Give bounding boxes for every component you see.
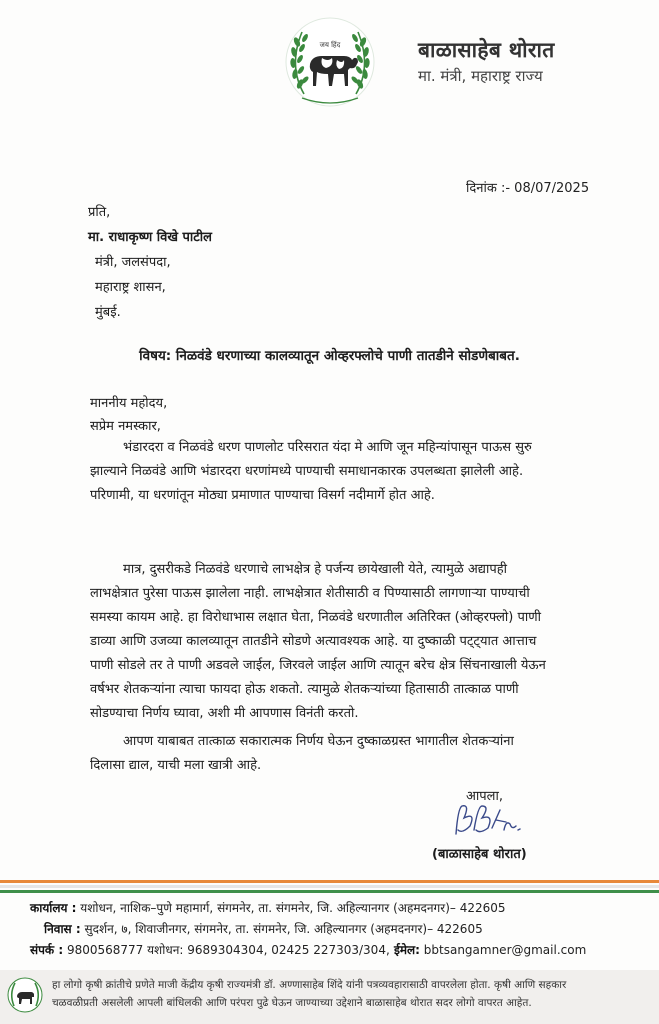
paragraph-3 bbox=[90, 730, 612, 778]
contact-label: संपर्क : bbox=[30, 943, 64, 957]
text-line: आपण याबाबत तात्काळ सकारात्मक निर्णय घेऊन दुष्काळग्रस्त भागातील शेतकऱ्यांना bbox=[90, 734, 514, 749]
text-line: दिलासा द्याल, याची मला खात्री आहे. bbox=[90, 758, 262, 773]
paragraph-2-tail bbox=[90, 678, 612, 726]
text-line: परिणामी, या धरणांतून मोठ्या प्रमाणात पाण्याचा विसर्ग नदीमार्गे होत आहे. bbox=[90, 488, 435, 503]
address-line: मुंबई. bbox=[95, 305, 121, 320]
signer-name: (बाळासाहेब थोरात) bbox=[432, 847, 527, 862]
recipient-address bbox=[88, 200, 212, 325]
small-logo-icon bbox=[6, 976, 44, 1014]
handwritten-signature bbox=[448, 800, 528, 842]
paragraph-2 bbox=[90, 558, 612, 678]
text-line: भंडारदरा व निळवंडे धरण पाणलोट परिसरात यंदा मे आणि जून महिन्यांपासून पाऊस सुरु bbox=[90, 440, 532, 455]
letter-subject: विषय: निळवंडे धरणाच्या कालव्यातून ओव्हरफ्लोचे पाणी तातडीने सोडणेबाबत. bbox=[139, 348, 520, 364]
note-line: चळवळीप्रती असलेली आपली बांधिलकी आणि परंपरा पुढे घेऊन जाण्याच्या उद्देशाने बाळासाहेब थोरात सदर लोगो वापरत आहेत. bbox=[52, 997, 532, 1009]
office-line bbox=[30, 898, 586, 919]
recipient-name: मा. राधाकृष्ण विखे पाटील bbox=[88, 230, 212, 245]
office-address: यशोधन, नाशिक–पुणे महामार्ग, संगमनेर, ता. संगमनेर, जि. अहिल्यानगर (अहमदनगर)– 422605 bbox=[76, 901, 506, 915]
text-line: वर्षभर शेतकऱ्यांना त्याचा फायदा होऊ शकतो. त्यामुळे शेतकऱ्यांच्या हितासाठी तात्काळ पाणी bbox=[90, 682, 519, 697]
salutation: माननीय महोदय, bbox=[90, 396, 168, 411]
office-label: कार्यालय : bbox=[30, 901, 77, 915]
cow-wheat-logo bbox=[282, 14, 378, 110]
stripe-green bbox=[0, 890, 659, 893]
stripe-orange bbox=[0, 880, 659, 883]
residence-line bbox=[30, 919, 586, 940]
contact-line bbox=[30, 940, 586, 961]
note-line: हा लोगो कृषी क्रांतीचे प्रणेते माजी केंद्रीय कृषी राज्यमंत्री डॉ. अण्णासाहेब शिंदे यांनी पत्रव्यवहारासाठी वापरलेला होता. कृषी आणि सहकार bbox=[52, 979, 567, 991]
greeting: सप्रेम नमस्कार, bbox=[90, 419, 161, 434]
closing: आपला, bbox=[466, 789, 503, 804]
salutation-block bbox=[90, 392, 167, 438]
logo-note bbox=[52, 976, 566, 1012]
sender-name: बाळासाहेब थोरात bbox=[418, 38, 555, 62]
text-line: पाणी सोडले तर ते पाणी अडवले जाईल, जिरवले जाईल आणि त्यातून बरेच क्षेत्र सिंचनाखाली येऊन bbox=[90, 658, 546, 673]
paragraph-1 bbox=[90, 436, 612, 508]
address-line: महाराष्ट्र शासन, bbox=[95, 280, 166, 295]
text-line: लाभक्षेत्रात पुरेसा पाऊस झालेला नाही. लाभक्षेत्रात शेतीसाठी व पिण्यासाठी लागणाऱ्या पाण्याची bbox=[90, 586, 530, 601]
text-line: समस्या कायम आहे. हा विरोधाभास लक्षात घेता, निळवंडे धरणातील अतिरिक्त (ओव्हरफ्लो) पाणी bbox=[90, 610, 542, 625]
logo-motto: जय हिंद bbox=[319, 41, 341, 49]
contact-numbers: 9800568777 यशोधन: 9689304304, 02425 227303/304, bbox=[63, 943, 390, 957]
sender-designation: मा. मंत्री, महाराष्ट्र राज्य bbox=[418, 67, 543, 85]
residence-address: सुदर्शन, ७, शिवाजीनगर, संगमनेर, ता. संगमनेर, जि. अहिल्यानगर (अहमदनगर)– 422605 bbox=[80, 922, 483, 936]
letter-date: दिनांक :- 08/07/2025 bbox=[466, 181, 590, 196]
footer-stripes bbox=[0, 880, 659, 895]
text-line: मात्र, दुसरीकडे निळवंडे धरणाचे लाभक्षेत्र हे पर्जन्य छायेखाली येते, त्यामुळे अद्यापही bbox=[90, 562, 508, 577]
to-label: प्रति, bbox=[88, 205, 111, 220]
footer-contact bbox=[30, 898, 586, 961]
email-address[interactable]: bbtsangamner@gmail.com bbox=[419, 943, 587, 957]
address-line: मंत्री, जलसंपदा, bbox=[95, 255, 171, 270]
email-label: ईमेल: bbox=[389, 943, 420, 957]
text-line: झाल्याने निळवंडे आणि भंडारदरा धरणांमध्ये पाण्याची समाधानकारक उपलब्धता झालेली आहे. bbox=[90, 464, 524, 479]
stripe-white bbox=[0, 885, 659, 888]
text-line: डाव्या आणि उजव्या कालव्यातून तातडीने सोडणे अत्यावश्यक आहे. या दुष्काळी पट्ट्यात आत्ताच bbox=[90, 634, 537, 649]
residence-label: निवास : bbox=[44, 922, 81, 936]
text-line: सोडण्याचा निर्णय घ्यावा, अशी मी आपणास विनंती करतो. bbox=[90, 706, 359, 721]
